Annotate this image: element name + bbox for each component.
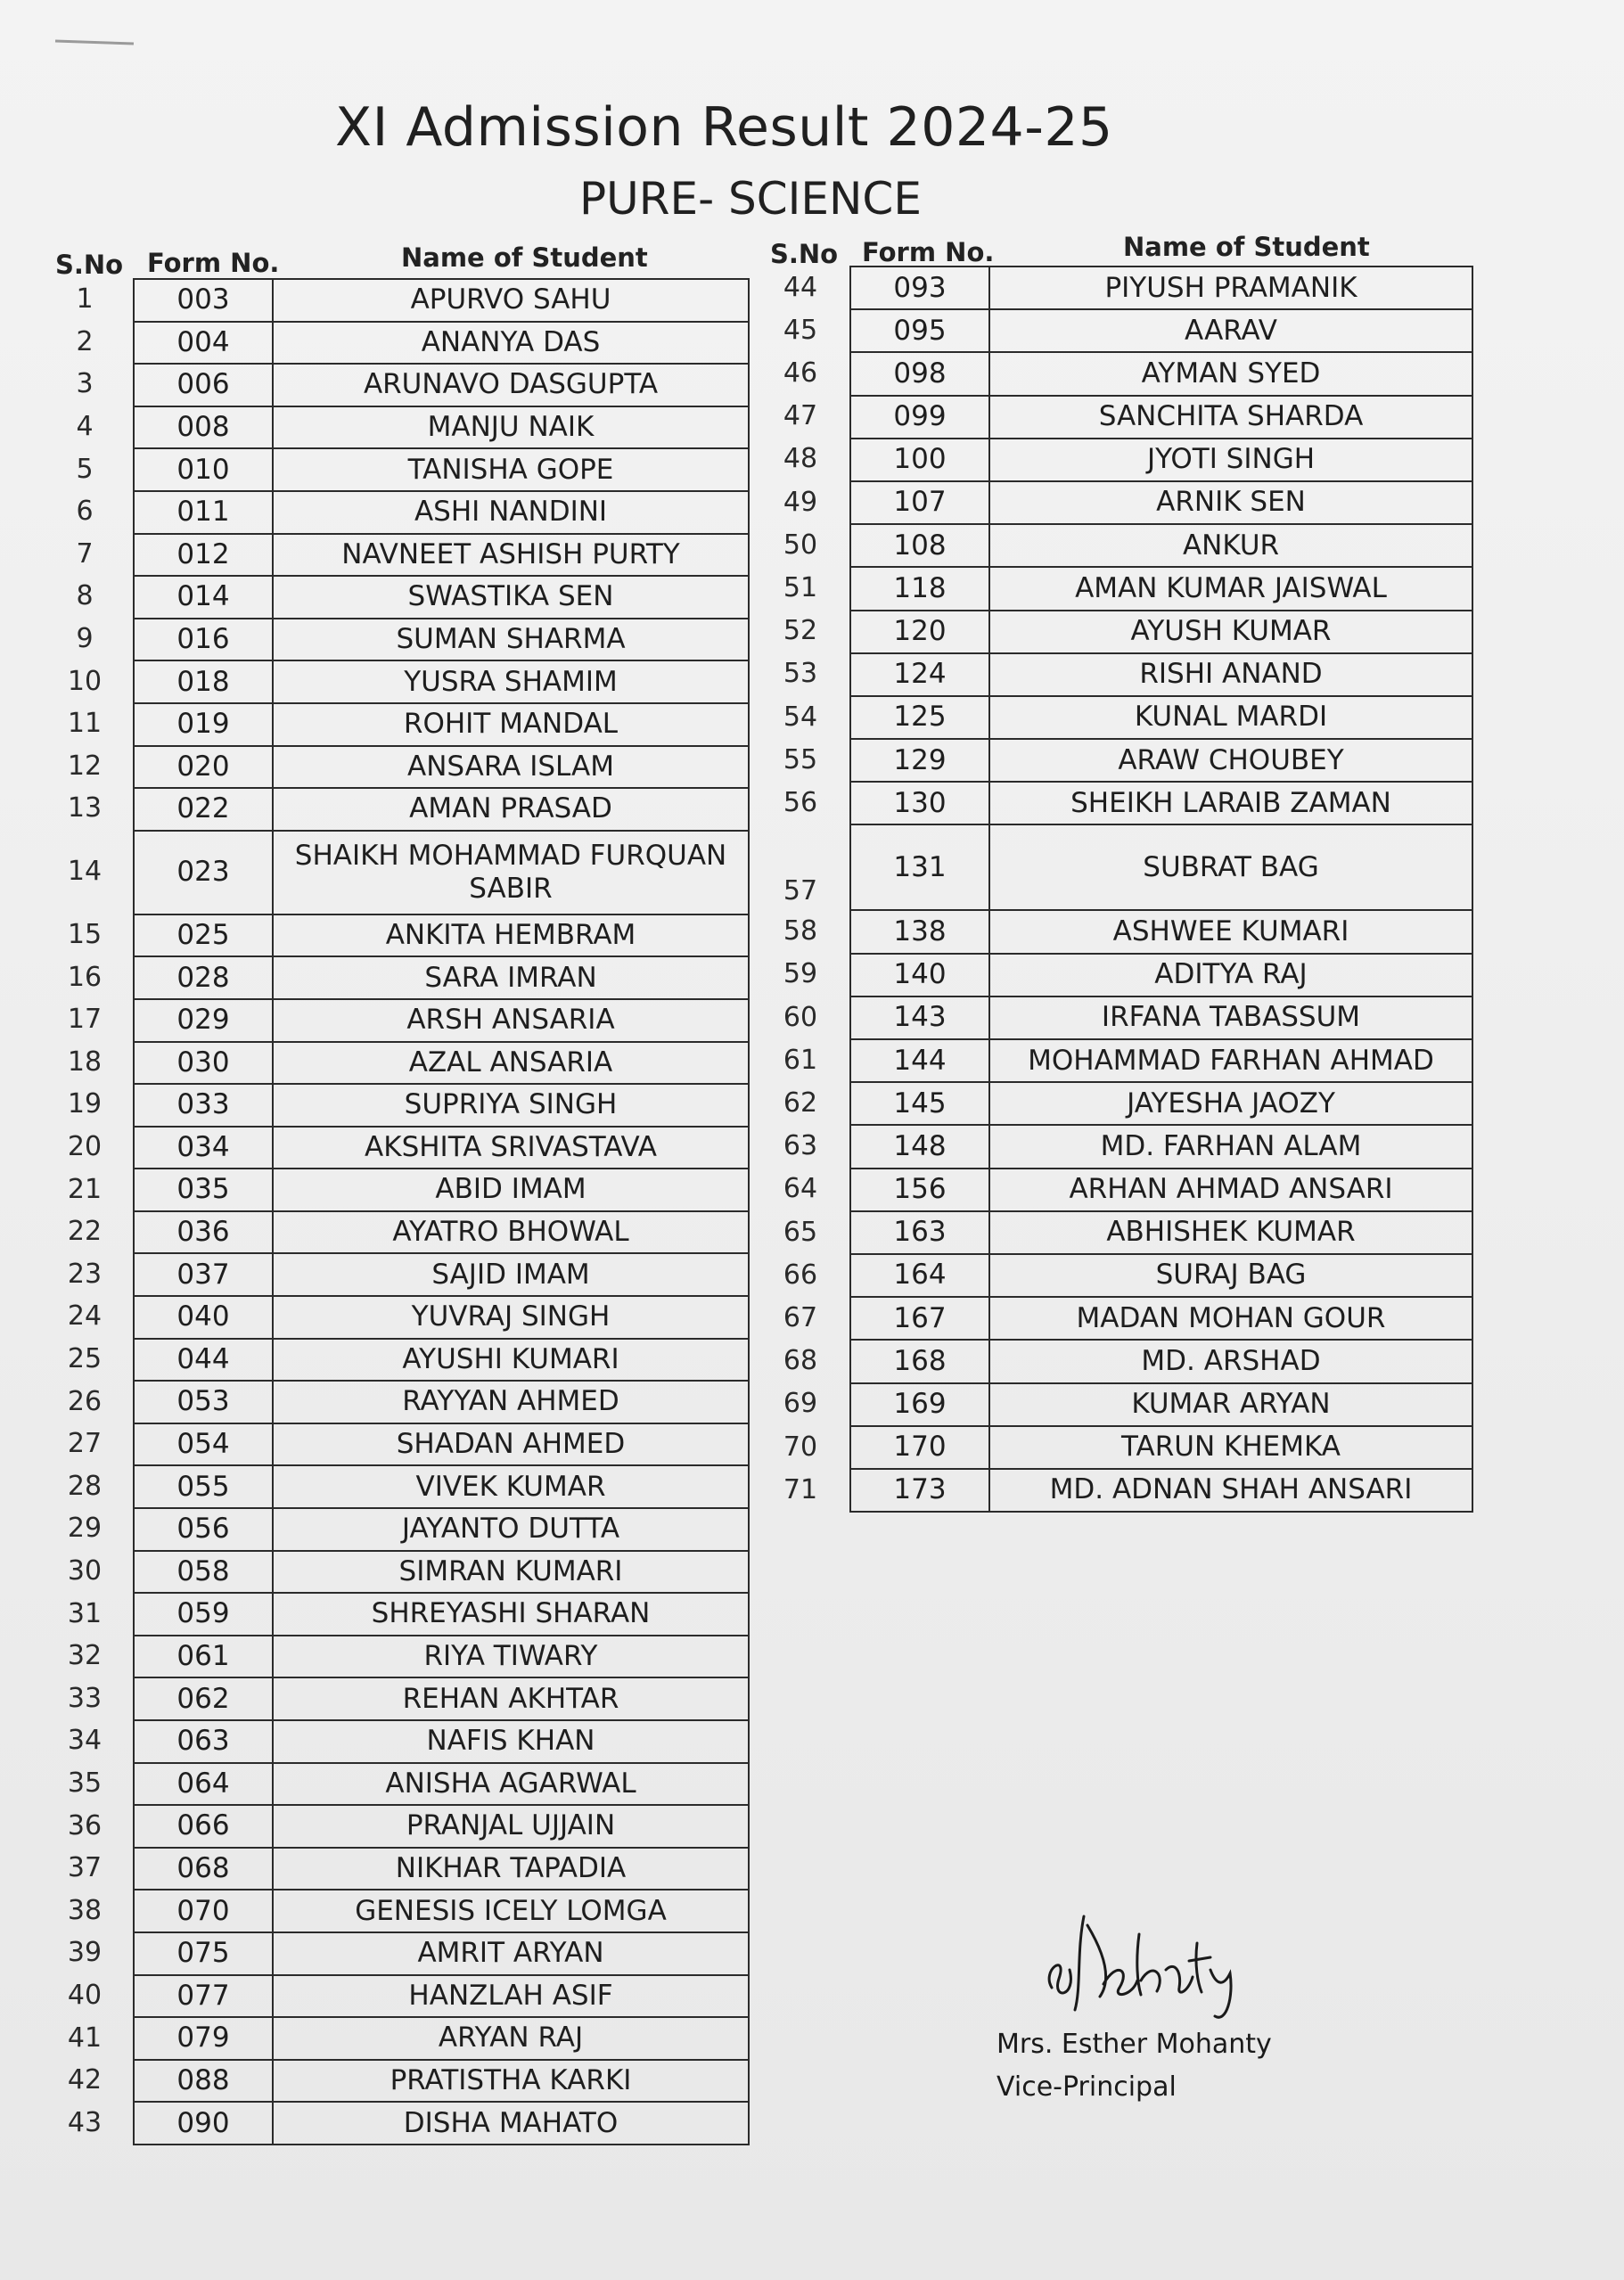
student-name-cell: ABID IMAM [273,1169,749,1211]
serial-number: 31 [67,1597,103,1629]
handwritten-signature [1032,1899,1264,2023]
table-row [134,364,749,406]
form-number-cell: 014 [134,576,273,619]
student-name-cell: MOHAMMAD FARHAN AHMAD [989,1039,1472,1082]
form-number-cell: 145 [850,1082,989,1125]
form-number-cell: 169 [850,1383,989,1426]
form-number-cell: 034 [134,1127,273,1169]
student-name-cell: ARSH ANSARIA [273,999,749,1042]
student-name-cell: RAYYAN AHMED [273,1381,749,1423]
student-name-cell: SHADAN AHMED [273,1423,749,1466]
student-name-cell: MD. FARHAN ALAM [989,1125,1472,1168]
student-name-cell: ASHWEE KUMARI [989,910,1472,953]
serial-number: 19 [67,1088,103,1120]
serial-number: 42 [67,2064,103,2096]
serial-number: 71 [783,1473,818,1505]
serial-number: 30 [67,1555,103,1587]
form-number-cell: 095 [850,309,989,352]
form-number-cell: 129 [850,739,989,782]
serial-number: 29 [67,1513,103,1545]
serial-number: 53 [783,658,818,690]
table-row [850,1426,1472,1469]
table-row [850,1169,1472,1211]
form-number-cell: 079 [134,2017,273,2060]
student-name-cell: APURVO SAHU [273,279,749,322]
form-number-cell: 037 [134,1253,273,1296]
student-name-cell: NAFIS KHAN [273,1720,749,1763]
student-name-cell: AYUSH KUMAR [989,611,1472,653]
form-number-cell: 088 [134,2060,273,2103]
student-name-cell: SURAJ BAG [989,1254,1472,1297]
table-row [134,1593,749,1636]
left-header-form: Form No. [147,248,280,278]
form-number-cell: 044 [134,1339,273,1382]
table-row [134,1805,749,1848]
form-number-cell: 059 [134,1593,273,1636]
serial-number: 17 [67,1004,103,1036]
serial-number: 25 [67,1343,103,1375]
table-row [134,1890,749,1932]
serial-number: 51 [783,571,818,603]
table-row [134,2060,749,2103]
form-number-cell: 064 [134,1763,273,1806]
serial-number: 62 [783,1087,818,1119]
form-number-cell: 168 [850,1340,989,1382]
table-row [850,1082,1472,1125]
student-name-cell: SWASTIKA SEN [273,576,749,619]
right-header-form: Form No. [862,237,995,267]
serial-number: 24 [67,1300,103,1333]
student-name-cell: AKSHITA SRIVASTAVA [273,1127,749,1169]
table-row [134,746,749,789]
serial-number: 69 [783,1388,818,1420]
serial-number: 67 [783,1301,818,1333]
serial-number: 9 [76,623,94,655]
serial-number: 10 [67,665,103,697]
student-name-cell: ARAW CHOUBEY [989,739,1472,782]
form-number-cell: 022 [134,788,273,831]
student-name-cell: SUBRAT BAG [989,824,1472,910]
student-name-cell: ADITYA RAJ [989,954,1472,996]
form-number-cell: 100 [850,439,989,481]
student-name-cell: AMAN KUMAR JAISWAL [989,567,1472,610]
student-name-cell: KUNAL MARDI [989,696,1472,739]
table-row [134,914,749,957]
student-name-cell: ANKITA HEMBRAM [273,914,749,957]
serial-number: 45 [783,314,818,346]
student-name-cell: HANZLAH ASIF [273,1975,749,2018]
serial-number: 46 [783,357,818,389]
student-name-cell: MANJU NAIK [273,406,749,449]
table-row [134,1848,749,1890]
form-number-cell: 131 [850,824,989,910]
form-number-cell: 125 [850,696,989,739]
table-row [134,1169,749,1211]
form-number-cell: 118 [850,567,989,610]
table-row [850,1340,1472,1382]
form-number-cell: 124 [850,653,989,696]
serial-number: 11 [67,708,103,740]
student-name-cell: ANKUR [989,524,1472,567]
serial-number: 15 [67,919,103,951]
table-row [134,1932,749,1975]
table-row [134,1211,749,1254]
form-number-cell: 054 [134,1423,273,1466]
serial-number: 2 [76,325,94,357]
table-row [134,2102,749,2145]
serial-number: 44 [783,271,818,303]
form-number-cell: 029 [134,999,273,1042]
student-name-cell: TANISHA GOPE [273,448,749,491]
serial-number: 65 [783,1216,818,1248]
table-row [134,1720,749,1763]
student-name-cell: SIMRAN KUMARI [273,1551,749,1594]
table-row [134,1763,749,1806]
document-title: XI Admission Result 2024-25 [335,96,1113,159]
table-row [134,2017,749,2060]
student-name-cell: ARNIK SEN [989,481,1472,524]
form-number-cell: 055 [134,1465,273,1508]
student-name-cell: YUVRAJ SINGH [273,1296,749,1339]
serial-number: 16 [67,961,103,993]
table-row [134,1253,749,1296]
table-row [850,653,1472,696]
serial-number: 55 [783,743,818,775]
table-row [850,1254,1472,1297]
left-header-name: Name of Student [401,242,648,273]
form-number-cell: 098 [850,352,989,395]
student-name-cell: AZAL ANSARIA [273,1042,749,1085]
table-row [134,1423,749,1466]
table-row [850,611,1472,653]
form-number-cell: 025 [134,914,273,957]
student-name-cell: JAYANTO DUTTA [273,1508,749,1551]
student-name-cell: NAVNEET ASHISH PURTY [273,534,749,577]
table-row [850,352,1472,395]
table-row [134,1465,749,1508]
serial-number: 3 [76,368,94,400]
table-row [134,1084,749,1127]
table-row [850,910,1472,953]
serial-number: 35 [67,1767,103,1800]
form-number-cell: 143 [850,996,989,1039]
table-row [850,696,1472,739]
serial-number: 21 [67,1173,103,1205]
student-name-cell: RIYA TIWARY [273,1636,749,1678]
form-number-cell: 033 [134,1084,273,1127]
table-row [850,1125,1472,1168]
student-name-cell: SUMAN SHARMA [273,619,749,661]
form-number-cell: 028 [134,956,273,999]
student-name-cell: JYOTI SINGH [989,439,1472,481]
serial-number: 58 [783,915,818,947]
student-name-cell: PRATISTHA KARKI [273,2060,749,2103]
table-row [134,999,749,1042]
form-number-cell: 138 [850,910,989,953]
serial-number: 41 [67,2022,103,2054]
form-number-cell: 075 [134,1932,273,1975]
student-name-cell: ANSARA ISLAM [273,746,749,789]
table-row [850,481,1472,524]
student-name-cell: ANISHA AGARWAL [273,1763,749,1806]
table-row [134,788,749,831]
table-row [134,534,749,577]
student-name-cell: ASHI NANDINI [273,491,749,534]
serial-number: 32 [67,1640,103,1672]
signatory-title: Vice-Principal [997,2071,1177,2103]
form-number-cell: 030 [134,1042,273,1085]
table-row [850,1211,1472,1254]
left-results-table [133,278,750,2145]
serial-number: 38 [67,1894,103,1926]
form-number-cell: 003 [134,279,273,322]
student-name-cell: PIYUSH PRAMANIK [989,267,1472,309]
student-name-cell: JAYESHA JAOZY [989,1082,1472,1125]
form-number-cell: 173 [850,1469,989,1512]
student-name-cell: MD. ADNAN SHAH ANSARI [989,1469,1472,1512]
serial-number: 18 [67,1046,103,1078]
serial-number: 7 [76,537,94,570]
student-name-cell: AMRIT ARYAN [273,1932,749,1975]
student-name-cell: AYATRO BHOWAL [273,1211,749,1254]
form-number-cell: 011 [134,491,273,534]
serial-number: 6 [76,496,94,528]
table-row [134,1508,749,1551]
form-number-cell: 120 [850,611,989,653]
student-name-cell: SHEIKH LARAIB ZAMAN [989,782,1472,824]
table-row [134,1975,749,2018]
form-number-cell: 077 [134,1975,273,2018]
form-number-cell: 170 [850,1426,989,1469]
form-number-cell: 068 [134,1848,273,1890]
form-number-cell: 148 [850,1125,989,1168]
serial-number: 43 [67,2106,103,2138]
serial-number: 22 [67,1216,103,1248]
right-results-table [849,266,1473,1513]
serial-number: 1 [76,283,94,316]
table-row [850,1469,1472,1512]
table-row [134,956,749,999]
table-row [850,1383,1472,1426]
table-row [134,831,749,914]
table-row [850,309,1472,352]
serial-number: 54 [783,701,818,733]
student-name-cell: GENESIS ICELY LOMGA [273,1890,749,1932]
table-row [850,267,1472,309]
student-name-cell: ARHAN AHMAD ANSARI [989,1169,1472,1211]
table-row [134,1636,749,1678]
table-row [134,279,749,322]
serial-number: 59 [783,958,818,990]
student-name-cell: SHREYASHI SHARAN [273,1593,749,1636]
student-name-cell: SARA IMRAN [273,956,749,999]
student-name-cell: PRANJAL UJJAIN [273,1805,749,1848]
table-row [134,703,749,746]
form-number-cell: 107 [850,481,989,524]
table-row [134,406,749,449]
form-number-cell: 130 [850,782,989,824]
form-number-cell: 066 [134,1805,273,1848]
form-number-cell: 062 [134,1677,273,1720]
serial-number: 50 [783,529,818,561]
serial-number: 20 [67,1131,103,1163]
form-number-cell: 053 [134,1381,273,1423]
table-row [134,576,749,619]
form-number-cell: 163 [850,1211,989,1254]
form-number-cell: 023 [134,831,273,914]
student-name-cell: ABHISHEK KUMAR [989,1211,1472,1254]
serial-number: 68 [783,1345,818,1377]
table-row [850,396,1472,439]
serial-number: 13 [67,792,103,824]
student-name-cell: ROHIT MANDAL [273,703,749,746]
table-row [850,524,1472,567]
student-name-cell: RISHI ANAND [989,653,1472,696]
form-number-cell: 164 [850,1254,989,1297]
form-number-cell: 012 [134,534,273,577]
table-row [134,619,749,661]
form-number-cell: 010 [134,448,273,491]
serial-number: 40 [67,1980,103,2012]
serial-number: 56 [783,786,818,818]
student-name-cell: MADAN MOHAN GOUR [989,1297,1472,1340]
student-name-cell: DISHA MAHATO [273,2102,749,2145]
student-name-cell: VIVEK KUMAR [273,1465,749,1508]
serial-number: 36 [67,1809,103,1841]
table-row [134,1677,749,1720]
serial-number: 8 [76,580,94,612]
table-row [850,996,1472,1039]
serial-number: 60 [783,1001,818,1033]
student-name-cell: ARYAN RAJ [273,2017,749,2060]
serial-number: 28 [67,1470,103,1502]
serial-number: 5 [76,453,94,485]
table-row [850,824,1472,910]
serial-number: 52 [783,615,818,647]
form-number-cell: 040 [134,1296,273,1339]
form-number-cell: 008 [134,406,273,449]
serial-number: 57 [783,874,818,906]
form-number-cell: 090 [134,2102,273,2145]
student-name-cell: ARUNAVO DASGUPTA [273,364,749,406]
serial-number: 23 [67,1258,103,1290]
student-name-cell: KUMAR ARYAN [989,1383,1472,1426]
form-number-cell: 140 [850,954,989,996]
document-subtitle: PURE- SCIENCE [579,173,922,225]
form-number-cell: 070 [134,1890,273,1932]
form-number-cell: 020 [134,746,273,789]
form-number-cell: 167 [850,1297,989,1340]
form-number-cell: 156 [850,1169,989,1211]
table-row [850,439,1472,481]
serial-number: 49 [783,486,818,518]
serial-number: 70 [783,1431,818,1463]
form-number-cell: 093 [850,267,989,309]
serial-number: 34 [67,1725,103,1757]
student-name-cell: SANCHITA SHARDA [989,396,1472,439]
right-header-sno: S.No [770,239,839,269]
student-name-cell: MD. ARSHAD [989,1340,1472,1382]
table-row [134,1296,749,1339]
student-name-cell: REHAN AKHTAR [273,1677,749,1720]
student-name-cell: NIKHAR TAPADIA [273,1848,749,1890]
table-row [850,739,1472,782]
student-name-cell: IRFANA TABASSUM [989,996,1472,1039]
student-name-cell: AYUSHI KUMARI [273,1339,749,1382]
student-name-cell: AMAN PRASAD [273,788,749,831]
table-row [134,491,749,534]
serial-number: 26 [67,1385,103,1417]
serial-number: 48 [783,443,818,475]
student-name-cell: AYMAN SYED [989,352,1472,395]
form-number-cell: 144 [850,1039,989,1082]
table-row [850,954,1472,996]
table-row [134,1127,749,1169]
table-row [850,782,1472,824]
table-row [850,567,1472,610]
form-number-cell: 099 [850,396,989,439]
student-name-cell: SAJID IMAM [273,1253,749,1296]
serial-number: 61 [783,1044,818,1076]
table-row [850,1039,1472,1082]
form-number-cell: 063 [134,1720,273,1763]
serial-number: 27 [67,1428,103,1460]
table-row [134,1339,749,1382]
table-row [134,322,749,365]
form-number-cell: 108 [850,524,989,567]
student-name-cell: SHAIKH MOHAMMAD FURQUAN SABIR [273,831,749,914]
table-row [134,448,749,491]
student-name-cell: ANANYA DAS [273,322,749,365]
form-number-cell: 016 [134,619,273,661]
signatory-name: Mrs. Esther Mohanty [997,2029,1272,2060]
right-header-name: Name of Student [1123,232,1370,262]
table-row [134,660,749,703]
table-row [134,1381,749,1423]
form-number-cell: 056 [134,1508,273,1551]
form-number-cell: 006 [134,364,273,406]
table-row [134,1551,749,1594]
student-name-cell: AARAV [989,309,1472,352]
serial-number: 37 [67,1852,103,1884]
serial-number: 63 [783,1130,818,1162]
form-number-cell: 004 [134,322,273,365]
form-number-cell: 035 [134,1169,273,1211]
student-name-cell: TARUN KHEMKA [989,1426,1472,1469]
serial-number: 12 [67,750,103,782]
serial-number: 33 [67,1682,103,1714]
form-number-cell: 058 [134,1551,273,1594]
serial-number: 39 [67,1937,103,1969]
serial-number: 64 [783,1173,818,1205]
serial-number: 66 [783,1259,818,1291]
serial-number: 14 [67,856,103,888]
form-number-cell: 061 [134,1636,273,1678]
form-number-cell: 036 [134,1211,273,1254]
serial-number: 4 [76,411,94,443]
student-name-cell: YUSRA SHAMIM [273,660,749,703]
form-number-cell: 018 [134,660,273,703]
table-row [850,1297,1472,1340]
student-name-cell: SUPRIYA SINGH [273,1084,749,1127]
table-row [134,1042,749,1085]
left-header-sno: S.No [55,250,124,280]
form-number-cell: 019 [134,703,273,746]
serial-number: 47 [783,400,818,432]
